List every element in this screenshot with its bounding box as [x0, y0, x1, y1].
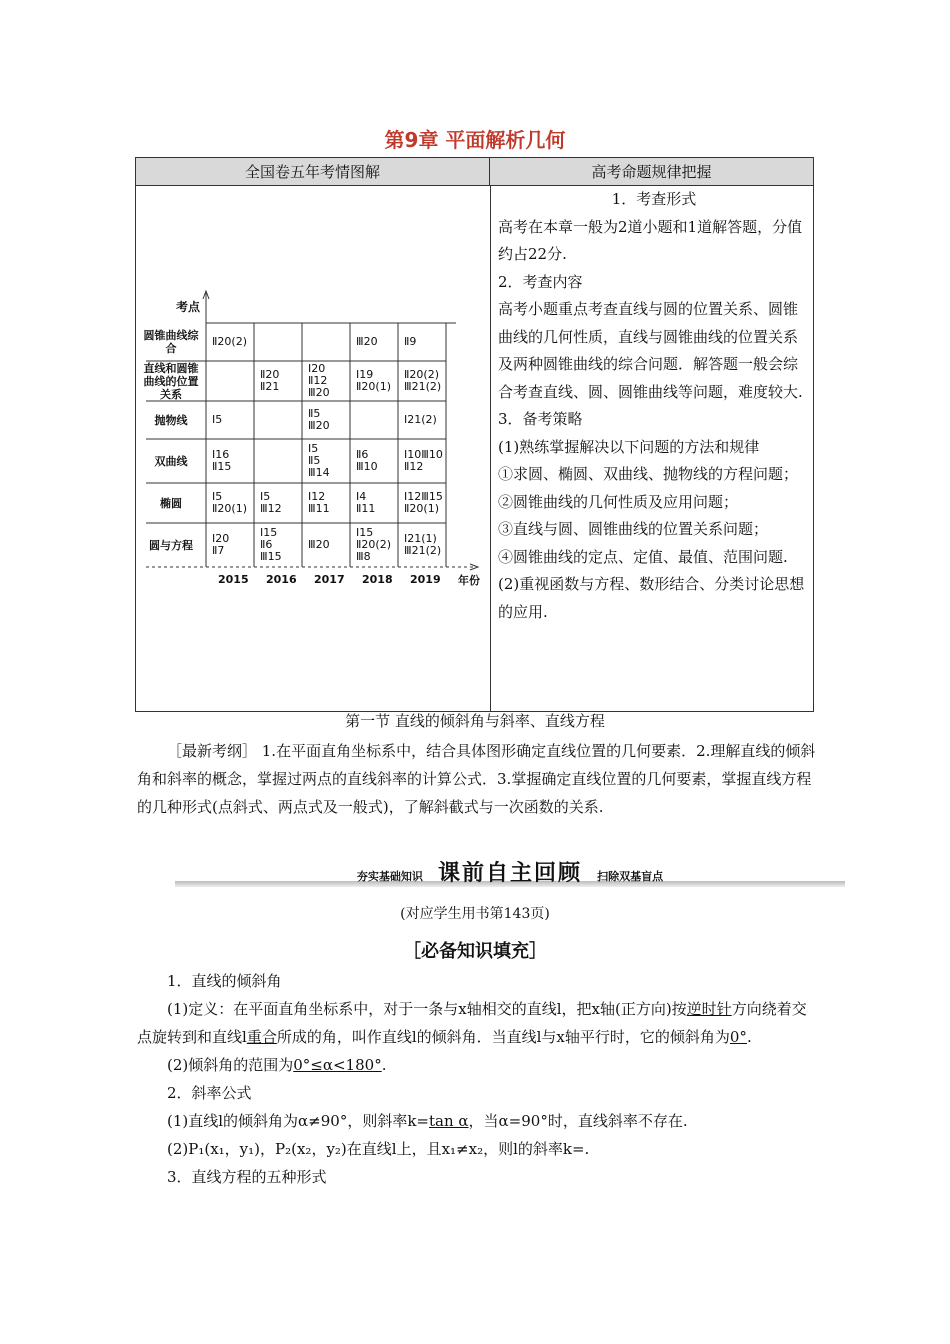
grid-cell: Ⅲ20: [308, 538, 330, 551]
grid-cell: Ⅰ21(2): [404, 413, 437, 426]
grid-cell: Ⅰ20 Ⅱ12 Ⅲ20: [308, 362, 330, 399]
grid-cell: Ⅰ12Ⅲ15 Ⅱ20(1): [404, 490, 443, 515]
grid-cell: Ⅰ15 Ⅱ6 Ⅲ15: [260, 526, 282, 563]
k1-definition: (1)定义：在平面直角坐标系中，对于一条与x轴相交的直线l，把x轴(正方向)按逆时针方向绕着交点旋转到和直线l重合所成的角，叫作直线l的倾斜角．当直线l与x轴平行时，它的倾斜角为0°.: [137, 1000, 807, 1046]
grid-cell: Ⅰ10Ⅲ10 Ⅱ12: [404, 448, 443, 473]
grid-cell: Ⅰ5 Ⅱ20(1): [212, 490, 247, 515]
grid-cell: Ⅰ21(1) Ⅲ21(2): [404, 532, 442, 557]
row-label: 圆与方程: [149, 538, 193, 552]
grid-cell: Ⅱ20(2) Ⅲ21(2): [404, 368, 442, 393]
k3-heading: 3．直线方程的五种形式: [167, 1168, 327, 1186]
k2-item1: (1)直线l的倾斜角为α≠90°，则斜率k=tan α，当α=90°时，直线斜率不存在.: [167, 1112, 688, 1130]
chapter-title: 第9章 平面解析几何: [384, 128, 566, 152]
pattern-line: 高考在本章一般为2道小题和1道解答题，分值约占22分.: [498, 217, 803, 263]
pattern-line: 1．考查形式: [611, 190, 697, 208]
k1-heading: 1．直线的倾斜角: [167, 972, 282, 990]
section-banner: [175, 856, 845, 896]
year-label: 2015: [218, 573, 249, 586]
grid-cell: Ⅰ20 Ⅱ7: [212, 532, 230, 557]
row-label: 直线和圆锥曲线的位置关系: [143, 361, 199, 401]
pattern-line: ②圆锥曲线的几何性质及应用问题；: [498, 492, 739, 511]
banner-main: 课前自主回顾: [437, 861, 582, 886]
grid-cell: Ⅱ20(2): [212, 335, 247, 348]
k2-heading: 2．斜率公式: [167, 1084, 252, 1102]
exam-pattern-text: [498, 186, 810, 626]
row-label: 圆锥曲线综合: [143, 329, 199, 355]
pattern-line: (2)重视函数与方程、数形结合、分类讨论思想的应用.: [498, 575, 805, 621]
grid-cell: Ⅰ16 Ⅱ15: [212, 448, 232, 473]
grid-cell: Ⅱ20 Ⅱ21: [260, 368, 280, 393]
grid-cell: Ⅰ4 Ⅱ11: [356, 490, 376, 515]
k2-item2: (2)P₁(x₁，y₁)，P₂(x₂，y₂)在直线l上，且x₁≠x₂，则l的斜率k=.: [167, 1140, 590, 1158]
pattern-line: ③直线与圆、圆锥曲线的位置关系问题；: [498, 520, 769, 538]
grid-cell: Ⅱ6 Ⅲ10: [356, 448, 378, 473]
overview-table: [135, 157, 814, 712]
grid-cell: Ⅰ12 Ⅲ11: [308, 490, 330, 515]
pattern-line: 高考小题重点考查直线与圆的位置关系、圆锥曲线的几何性质，直线与圆锥曲线的位置关系及两种圆锥曲线的综合问题．解答题一般会综合考查直线、圆、圆锥曲线等问题，难度较大.: [498, 300, 803, 401]
year-label: 2019: [410, 573, 441, 586]
year-label: 2018: [362, 573, 393, 586]
pattern-line: (1)熟练掌握解决以下问题的方法和规律: [498, 437, 760, 456]
year-label: 2016: [266, 573, 297, 586]
grid-cell: Ⅰ5: [212, 413, 223, 426]
grid-cell: Ⅰ5 Ⅲ12: [260, 490, 282, 515]
x-axis-label: 年份: [458, 574, 480, 587]
banner-right-tag: 扫除双基盲点: [597, 870, 664, 883]
banner-left-tag: 夯实基础知识: [356, 870, 423, 883]
pattern-line: ④圆锥曲线的定点、定值、最值、范围问题.: [498, 547, 788, 566]
right-header: 高考命题规律把握: [490, 158, 813, 186]
grid-cell: Ⅰ19 Ⅱ20(1): [356, 368, 391, 393]
grid-cell: Ⅰ15 Ⅱ20(2) Ⅲ8: [356, 526, 391, 563]
grid-cell: Ⅱ5 Ⅲ20: [308, 407, 330, 432]
fill-title: ［必备知识填充］: [403, 941, 547, 962]
grid-cell: Ⅲ20: [356, 335, 378, 348]
left-header: 全国卷五年考情图解: [136, 158, 490, 186]
grid-cell: Ⅰ5 Ⅱ5 Ⅲ14: [308, 442, 330, 479]
year-label: 2017: [314, 573, 345, 586]
knowledge-body: [137, 967, 817, 1191]
page-reference: (对应学生用书第143页): [400, 906, 550, 922]
pattern-line: 2．考查内容: [498, 272, 583, 291]
pattern-line: 3．备考策略: [498, 410, 583, 428]
grid-cell: Ⅱ9: [404, 335, 417, 348]
syllabus-paragraph: [137, 737, 817, 821]
exam-grid-labels: [136, 186, 490, 616]
column-divider: [490, 186, 491, 711]
k1-range: (2)倾斜角的范围为0°≤α<180°.: [167, 1056, 387, 1074]
row-label: 抛物线: [154, 413, 188, 427]
section-title: 第一节 直线的倾斜角与斜率、直线方程: [345, 712, 605, 730]
pattern-line: ①求圆、椭圆、双曲线、抛物线的方程问题；: [498, 465, 799, 483]
row-label: 双曲线: [154, 454, 188, 468]
syllabus-text: ［最新考纲］ 1.在平面直角坐标系中，结合具体图形确定直线位置的几何要素．2.理解直线的倾斜角和斜率的概念，掌握过两点的直线斜率的计算公式．3.掌握确定直线位置的几何要素，掌握直线方程的几种形式(点斜式、两点式及一般式)，了解斜截式与一次函数的关系.: [137, 742, 816, 816]
y-axis-label: 考点: [176, 300, 201, 314]
row-label: 椭圆: [160, 496, 182, 510]
